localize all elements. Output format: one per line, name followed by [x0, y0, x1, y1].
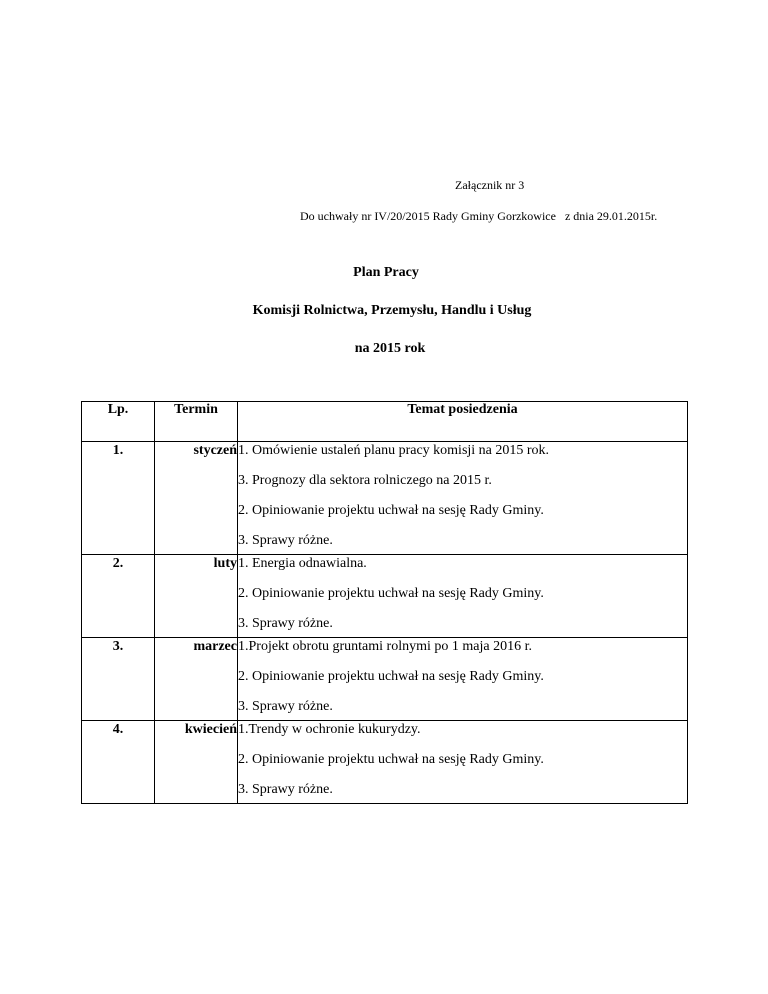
- topic-item: 2. Opiniowanie projektu uchwał na sesję Rady Gminy.: [238, 669, 544, 684]
- row-term: styczeń: [155, 442, 238, 555]
- row-number: 2.: [82, 555, 155, 638]
- row-term: luty: [155, 555, 238, 638]
- topic-item: 2. Opiniowanie projektu uchwał na sesję Rady Gminy.: [238, 503, 544, 518]
- topic-item: 3. Sprawy różne.: [238, 699, 333, 714]
- committee-name: Komisji Rolnictwa, Przemysłu, Handlu i Usług: [252, 303, 532, 318]
- row-term: kwiecień: [155, 721, 238, 804]
- row-term: marzec: [155, 638, 238, 721]
- table-header-row: [82, 402, 688, 442]
- table-row: [82, 638, 688, 721]
- topic-item: 3. Sprawy różne.: [238, 533, 333, 548]
- topic-item: 1. Omówienie ustaleń planu pracy komisji na 2015 rok.: [238, 443, 550, 458]
- topic-item: 1. Energia odnawialna.: [238, 556, 367, 571]
- row-topics: [238, 638, 688, 721]
- topic-item: 3. Prognozy dla sektora rolniczego na 2015 r.: [238, 473, 492, 488]
- row-topics: [238, 721, 688, 804]
- topic-item: 2. Opiniowanie projektu uchwał na sesję Rady Gminy.: [238, 752, 544, 767]
- row-number: 1.: [82, 442, 155, 555]
- row-number: 3.: [82, 638, 155, 721]
- topic-item: 1.Trendy w ochronie kukurydzy.: [238, 722, 421, 737]
- topic-item: 1.Projekt obrotu gruntami rolnymi po 1 maja 2016 r.: [238, 639, 532, 654]
- header-lp: Lp.: [82, 402, 155, 442]
- row-topics: [238, 442, 688, 555]
- topic-item: 3. Sprawy różne.: [238, 782, 333, 797]
- attachment-label: Załącznik nr 3: [455, 178, 525, 192]
- header-termin: Termin: [155, 402, 238, 442]
- topic-item: 3. Sprawy różne.: [238, 616, 333, 631]
- plan-year: na 2015 rok: [354, 341, 426, 356]
- row-number: 4.: [82, 721, 155, 804]
- plan-title: Plan Pracy: [353, 265, 419, 280]
- table-row: [82, 555, 688, 638]
- resolution-reference: Do uchwały nr IV/20/2015 Rady Gminy Gorzkowice z dnia 29.01.2015r.: [300, 209, 658, 223]
- header-temat: Temat posiedzenia: [238, 402, 688, 442]
- work-plan-table: [81, 401, 688, 804]
- topic-item: 2. Opiniowanie projektu uchwał na sesję Rady Gminy.: [238, 586, 544, 601]
- table-row: [82, 721, 688, 804]
- row-topics: [238, 555, 688, 638]
- table-row: [82, 442, 688, 555]
